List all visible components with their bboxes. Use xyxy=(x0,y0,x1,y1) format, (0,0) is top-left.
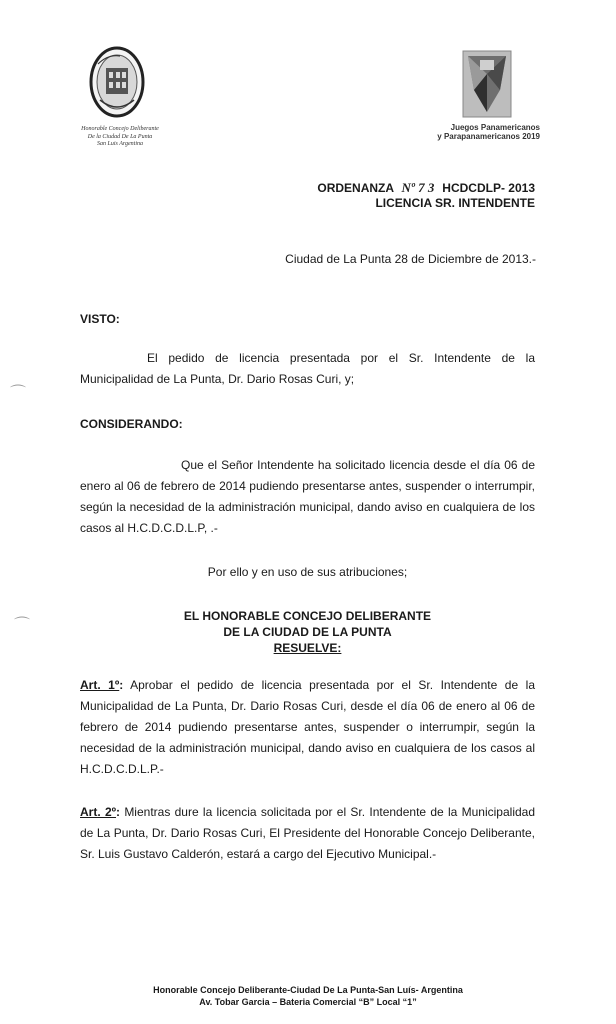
pan-american-games-logo xyxy=(462,50,512,118)
ordinance-subject: LICENCIA SR. INTENDENTE xyxy=(375,196,535,210)
resolve-title xyxy=(80,608,535,656)
resuelve-line: RESUELVE: xyxy=(273,641,342,655)
ordinance-header xyxy=(300,180,535,211)
seal-caption xyxy=(80,126,160,149)
binder-hole-mark: ⌒ xyxy=(14,615,31,634)
council-name-line: EL HONORABLE CONCEJO DELIBERANTE xyxy=(183,609,432,623)
ordinance-code: HCDCDLP- 2013 xyxy=(442,181,535,195)
seal-caption-line: Honorable Concejo Deliberante xyxy=(81,126,159,132)
council-seal-logo xyxy=(86,44,148,124)
seal-caption-line: De la Ciudad De La Punta xyxy=(87,133,153,140)
visto-heading: VISTO: xyxy=(80,312,120,326)
games-caption-line: y Parapanamericanos 2019 xyxy=(437,132,540,141)
visto-paragraph: El pedido de licencia presentada por el Sr. Intendente de la Municipalidad de La Punta, Dr. Dario Rosas Curi, y; xyxy=(80,351,535,386)
article-1-text: Aprobar el pedido de licencia presentada por el Sr. Intendente de la Municipalidad de La Punta, Dr. Dario Rosas Curi, desde el día 06 de enero al 06 de febrero de 2014 pudiendo presentarse antes, suspender o interrumpir, según la necesidad de la administración municipal, dando aviso en cualquiera de los casos al H.C.D.C.D.L.P.- xyxy=(80,678,536,776)
ordinance-label: ORDENANZA xyxy=(317,181,394,195)
footer xyxy=(100,984,516,1008)
footer-line: Av. Tobar Garcia – Bateria Comercial “B” Local “1” xyxy=(199,997,417,1007)
ordinance-number-line xyxy=(300,180,535,196)
footer-line: Honorable Concejo Deliberante-Ciudad De La Punta-San Luís- Argentina xyxy=(153,985,463,995)
considerando-paragraph: Que el Señor Intendente ha solicitado licencia desde el día 06 de enero al 06 de febrero de 2014 pudiendo presentarse antes, suspender o interrumpir, según la necesidad de la administración municipal, dando aviso en cualquiera de los casos al H.C.D.C.D.L.P, .- xyxy=(80,458,535,535)
games-caption-line: Juegos Panamericanos xyxy=(450,123,540,132)
considerando-heading: CONSIDERANDO: xyxy=(80,417,183,431)
games-caption xyxy=(400,123,540,141)
article-2: Art. 2º: Mientras dure la licencia solicitada por el Sr. Intendente de la Municipalidad de La Punta, Dr. Dario Rosas Curi, El Presidente del Honorable Concejo Deliberante, Sr. Luis Gustavo Calderón, estará a cargo del Ejecutivo Municipal.- xyxy=(80,805,536,861)
por-ello-line: Por ello y en uso de sus atribuciones; xyxy=(207,565,408,579)
date-line: Ciudad de La Punta 28 de Diciembre de 2013.- xyxy=(285,252,536,266)
city-name-line: DE LA CIUDAD DE LA PUNTA xyxy=(223,625,392,639)
article-1: Art. 1º: Aprobar el pedido de licencia presentada por el Sr. Intendente de la Municipalidad de La Punta, Dr. Dario Rosas Curi, desde el día 06 de enero al 06 de febrero de 2014 pudiendo presentarse antes, suspender o interrumpir, según la necesidad de la administración municipal, dando aviso en cualquiera de los casos al H.C.D.C.D.L.P.- xyxy=(80,678,536,776)
binder-hole-mark: ⌒ xyxy=(10,383,27,402)
article-1-label: Art. 1º xyxy=(80,678,120,692)
article-2-text: Mientras dure la licencia solicitada por el Sr. Intendente de la Municipalidad de La Punta, Dr. Dario Rosas Curi, El Presidente del Honorable Concejo Deliberante, Sr. Luis Gustavo Calderón, estará a cargo del Ejecutivo Municipal.- xyxy=(80,805,536,861)
seal-caption-line: San Luis Argentina xyxy=(96,141,143,147)
ordinance-number: Nº 7 3 xyxy=(401,180,435,195)
article-2-label: Art. 2º xyxy=(80,805,117,819)
